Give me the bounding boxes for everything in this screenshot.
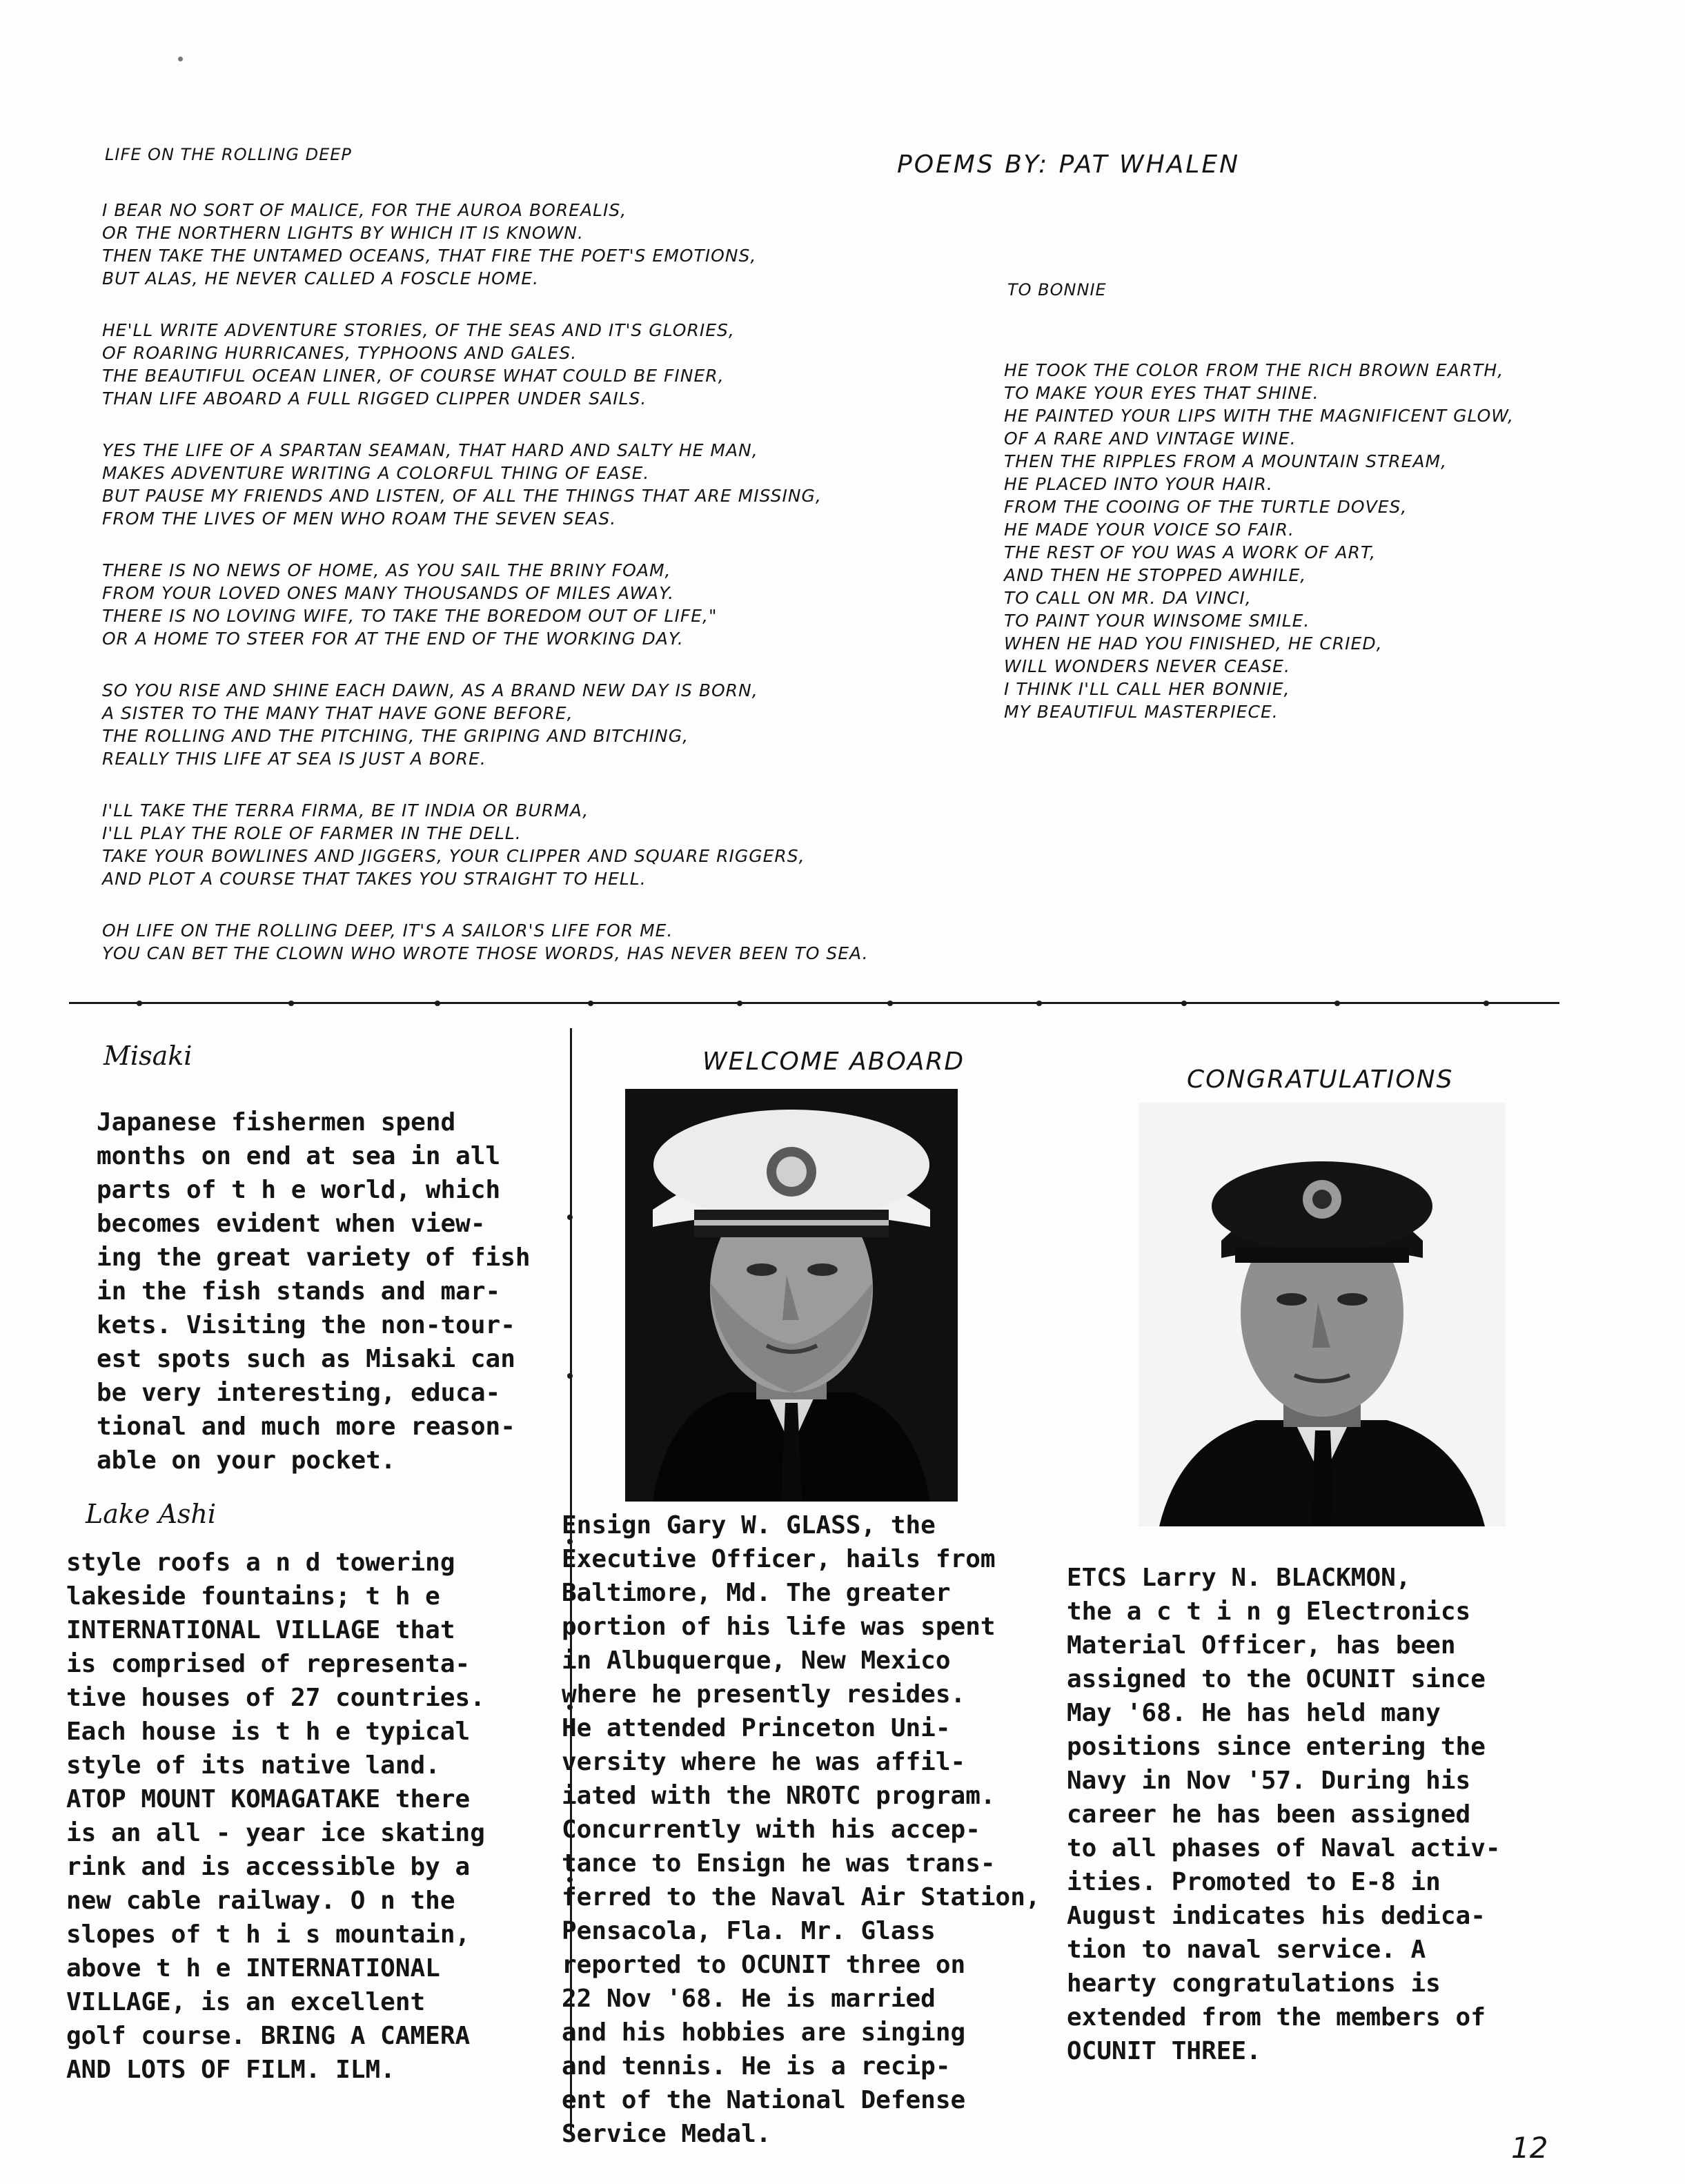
poem-line: I'LL PLAY THE ROLE OF FARMER IN THE DELL. (102, 823, 522, 843)
article-line: style of its native land. (66, 1751, 440, 1780)
article-line: hearty congratulations is (1067, 1969, 1441, 1998)
poem-line: AND THEN HE STOPPED AWHILE, (1004, 565, 1307, 585)
divider-dot (567, 1373, 573, 1379)
poem-line: HE PAINTED YOUR LIPS WITH THE MAGNIFICENT GLOW, (1004, 406, 1514, 426)
article-line: assigned to the OCUNIT since (1067, 1665, 1486, 1693)
chief-photo-art (1139, 1103, 1506, 1526)
poem-line: HE PLACED INTO YOUR HAIR. (1004, 474, 1273, 494)
poem-line: OF ROARING HURRICANES, TYPHOONS AND GALES. (102, 343, 578, 363)
congratulations-heading: CONGRATULATIONS (1187, 1065, 1454, 1094)
article-line: above t h e INTERNATIONAL (66, 1954, 440, 1983)
article-line: tance to Ensign he was trans- (562, 1849, 996, 1878)
article-line: Concurrently with his accep- (562, 1816, 981, 1844)
article-line: kets. Visiting the non-tour- (97, 1311, 515, 1339)
article-line: and tennis. He is a recip- (562, 2052, 951, 2080)
page-number: 12 (1511, 2131, 1548, 2165)
poem-line: HE TOOK THE COLOR FROM THE RICH BROWN EARTH, (1004, 360, 1504, 380)
poem-line: THEN TAKE THE UNTAMED OCEANS, THAT FIRE THE POET'S EMOTIONS, (102, 246, 757, 266)
article-line: the a c t i n g Electronics (1067, 1597, 1471, 1626)
lake-ashi-text (66, 1546, 549, 2087)
poem-line: REALLY THIS LIFE AT SEA IS JUST A BORE. (102, 749, 486, 769)
article-line: reported to OCUNIT three on (562, 1951, 966, 1979)
poem-line: I BEAR NO SORT OF MALICE, FOR THE AUROA BOREALIS, (102, 200, 627, 220)
article-line: ing the great variety of fish (97, 1243, 531, 1272)
poem-line: I'LL TAKE THE TERRA FIRMA, BE IT INDIA OR BURMA, (102, 800, 589, 820)
poem-line: TO PAINT YOUR WINSOME SMILE. (1004, 611, 1310, 631)
congratulations-text (1067, 1561, 1550, 2068)
article-line: He attended Princeton Uni- (562, 1714, 951, 1742)
poem-line: MY BEAUTIFUL MASTERPIECE. (1004, 702, 1279, 722)
article-line: VILLAGE, is an excellent (66, 1988, 426, 2016)
article-line: is comprised of representa- (66, 1650, 471, 1678)
poem-line: WILL WONDERS NEVER CEASE. (1004, 656, 1290, 676)
article-line: ities. Promoted to E-8 in (1067, 1868, 1441, 1896)
poem1-stanza (102, 199, 916, 290)
etcs-blackmon-portrait (1139, 1103, 1506, 1526)
article-line: ETCS Larry N. BLACKMON, (1067, 1564, 1411, 1592)
article-line: new cable railway. O n the (66, 1887, 455, 1915)
misaki-text (97, 1105, 552, 1477)
poems-byline: POEMS BY: PAT WHALEN (897, 150, 1241, 179)
article-line: tion to naval service. A (1067, 1936, 1426, 1964)
poem-line: THE ROLLING AND THE PITCHING, THE GRIPING AND BITCHING, (102, 726, 689, 746)
poem-line: THERE IS NO LOVING WIFE, TO TAKE THE BOREDOM OUT OF LIFE," (102, 606, 718, 626)
article-line: INTERNATIONAL VILLAGE that (66, 1616, 455, 1644)
section-divider (69, 1001, 1559, 1005)
article-line: Each house is t h e typical (66, 1718, 471, 1746)
article-line: Material Officer, has been (1067, 1631, 1456, 1660)
article-line: est spots such as Misaki can (97, 1345, 515, 1373)
poem-line: HE'LL WRITE ADVENTURE STORIES, OF THE SEAS AND IT'S GLORIES, (102, 320, 735, 340)
article-line: where he presently resides. (562, 1680, 966, 1709)
poem2-body (1004, 359, 1570, 723)
article-line: in the fish stands and mar- (97, 1277, 501, 1306)
poem-line: TO CALL ON MR. DA VINCI, (1004, 588, 1252, 608)
article-line: Japanese fishermen spend (97, 1108, 456, 1137)
article-line: becomes evident when view- (97, 1210, 486, 1238)
poem1-stanza (102, 439, 916, 530)
article-line: August indicates his dedica- (1067, 1902, 1486, 1930)
poem-line: TO MAKE YOUR EYES THAT SHINE. (1004, 383, 1319, 403)
article-line: ATOP MOUNT KOMAGATAKE there (66, 1785, 471, 1813)
poem-line: THERE IS NO NEWS OF HOME, AS YOU SAIL THE BRINY FOAM, (102, 560, 671, 580)
poem-line: FROM THE COOING OF THE TURTLE DOVES, (1004, 497, 1408, 517)
poem-line: OR THE NORTHERN LIGHTS BY WHICH IT IS KNOWN. (102, 223, 584, 243)
poem-line: THE BEAUTIFUL OCEAN LINER, OF COURSE WHAT COULD BE FINER, (102, 366, 725, 386)
poem1-stanza (102, 919, 916, 965)
welcome-text (562, 1508, 1045, 2151)
poem-line: SO YOU RISE AND SHINE EACH DAWN, AS A BRAND NEW DAY IS BORN, (102, 680, 758, 700)
poem1-stanza (102, 559, 916, 650)
article-line: portion of his life was spent (562, 1613, 996, 1641)
article-line: ferred to the Naval Air Station, (562, 1883, 1041, 1911)
article-line: extended from the members of (1067, 2003, 1486, 2031)
poem-line: A SISTER TO THE MANY THAT HAVE GONE BEFORE, (102, 703, 573, 723)
officer-photo-art (625, 1089, 958, 1502)
article-line: slopes of t h i s mountain, (66, 1920, 471, 1949)
poem1-body (102, 199, 916, 994)
poem-line: THAN LIFE ABOARD A FULL RIGGED CLIPPER UNDER SAILS. (102, 388, 647, 409)
article-line: ent of the National Defense (562, 2086, 966, 2114)
article-line: tive houses of 27 countries. (66, 1684, 485, 1712)
poem1-stanza (102, 679, 916, 770)
poem-line: FROM THE LIVES OF MEN WHO ROAM THE SEVEN SEAS. (102, 509, 617, 529)
article-line: tional and much more reason- (97, 1413, 515, 1441)
poem-line: BUT ALAS, HE NEVER CALLED A FOSCLE HOME. (102, 268, 540, 288)
article-line: 22 Nov '68. He is married (562, 1985, 936, 2013)
ensign-glass-portrait (625, 1089, 958, 1502)
article-line: and his hobbies are singing (562, 2018, 966, 2047)
article-line: parts of t h e world, which (97, 1176, 501, 1204)
article-line: Pensacola, Fla. Mr. Glass (562, 1917, 936, 1945)
article-line: lakeside fountains; t h e (66, 1582, 440, 1611)
article-line: Navy in Nov '57. During his (1067, 1767, 1471, 1795)
article-line: OCUNIT THREE. (1067, 2037, 1261, 2065)
poem-line: OR A HOME TO STEER FOR AT THE END OF THE WORKING DAY. (102, 629, 684, 649)
poem1-stanza (102, 319, 916, 410)
poem-line: TAKE YOUR BOWLINES AND JIGGERS, YOUR CLIPPER AND SQUARE RIGGERS, (102, 846, 805, 866)
article-line: career he has been assigned (1067, 1800, 1471, 1829)
poem-line: YES THE LIFE OF A SPARTAN SEAMAN, THAT HARD AND SALTY HE MAN, (102, 440, 758, 460)
misaki-heading: Misaki (104, 1041, 193, 1071)
poem-line: THEN THE RIPPLES FROM A MOUNTAIN STREAM, (1004, 451, 1448, 471)
poem1-title: LIFE ON THE ROLLING DEEP (105, 145, 352, 164)
article-line: Ensign Gary W. GLASS, the (562, 1511, 936, 1539)
poem-line: WHEN HE HAD YOU FINISHED, HE CRIED, (1004, 633, 1383, 653)
poem-line: THE REST OF YOU WAS A WORK OF ART, (1004, 542, 1377, 562)
divider-dot (567, 1214, 573, 1220)
article-line: Baltimore, Md. The greater (562, 1579, 951, 1607)
lake-ashi-heading: Lake Ashi (86, 1499, 217, 1529)
article-line: is an all - year ice skating (66, 1819, 485, 1847)
article-line: iated with the NROTC program. (562, 1782, 996, 1810)
poem-line: OH LIFE ON THE ROLLING DEEP, IT'S A SAILOR'S LIFE FOR ME. (102, 921, 673, 941)
poem-line: I THINK I'LL CALL HER BONNIE, (1004, 679, 1290, 699)
article-line: Service Medal. (562, 2120, 771, 2148)
poem-line: HE MADE YOUR VOICE SO FAIR. (1004, 520, 1294, 540)
article-line: months on end at sea in all (97, 1142, 501, 1170)
article-line: style roofs a n d towering (66, 1548, 455, 1577)
article-line: positions since entering the (1067, 1733, 1486, 1761)
poem-line: FROM YOUR LOVED ONES MANY THOUSANDS OF MILES AWAY. (102, 583, 675, 603)
article-line: to all phases of Naval activ- (1067, 1834, 1501, 1862)
article-line: rink and is accessible by a (66, 1853, 471, 1881)
article-line: AND LOTS OF FILM. ILM. (66, 2056, 395, 2084)
paper-speck (178, 57, 183, 61)
poem2-title: TO BONNIE (1007, 280, 1107, 299)
article-line: able on your pocket. (97, 1446, 396, 1475)
poem-line: OF A RARE AND VINTAGE WINE. (1004, 429, 1297, 449)
article-line: in Albuquerque, New Mexico (562, 1646, 951, 1675)
poem-line: YOU CAN BET THE CLOWN WHO WROTE THOSE WORDS, HAS NEVER BEEN TO SEA. (102, 943, 869, 963)
article-line: versity where he was affil- (562, 1748, 966, 1776)
poem-line: MAKES ADVENTURE WRITING A COLORFUL THING OF EASE. (102, 463, 650, 483)
article-line: Executive Officer, hails from (562, 1545, 996, 1573)
article-line: golf course. BRING A CAMERA (66, 2022, 471, 2050)
poem1-stanza (102, 799, 916, 890)
poem-line: BUT PAUSE MY FRIENDS AND LISTEN, OF ALL THE THINGS THAT ARE MISSING, (102, 486, 822, 506)
article-line: May '68. He has held many (1067, 1699, 1441, 1727)
article-line: be very interesting, educa- (97, 1379, 501, 1407)
poem-line: AND PLOT A COURSE THAT TAKES YOU STRAIGHT TO HELL. (102, 869, 647, 889)
welcome-heading: WELCOME ABOARD (702, 1047, 965, 1076)
